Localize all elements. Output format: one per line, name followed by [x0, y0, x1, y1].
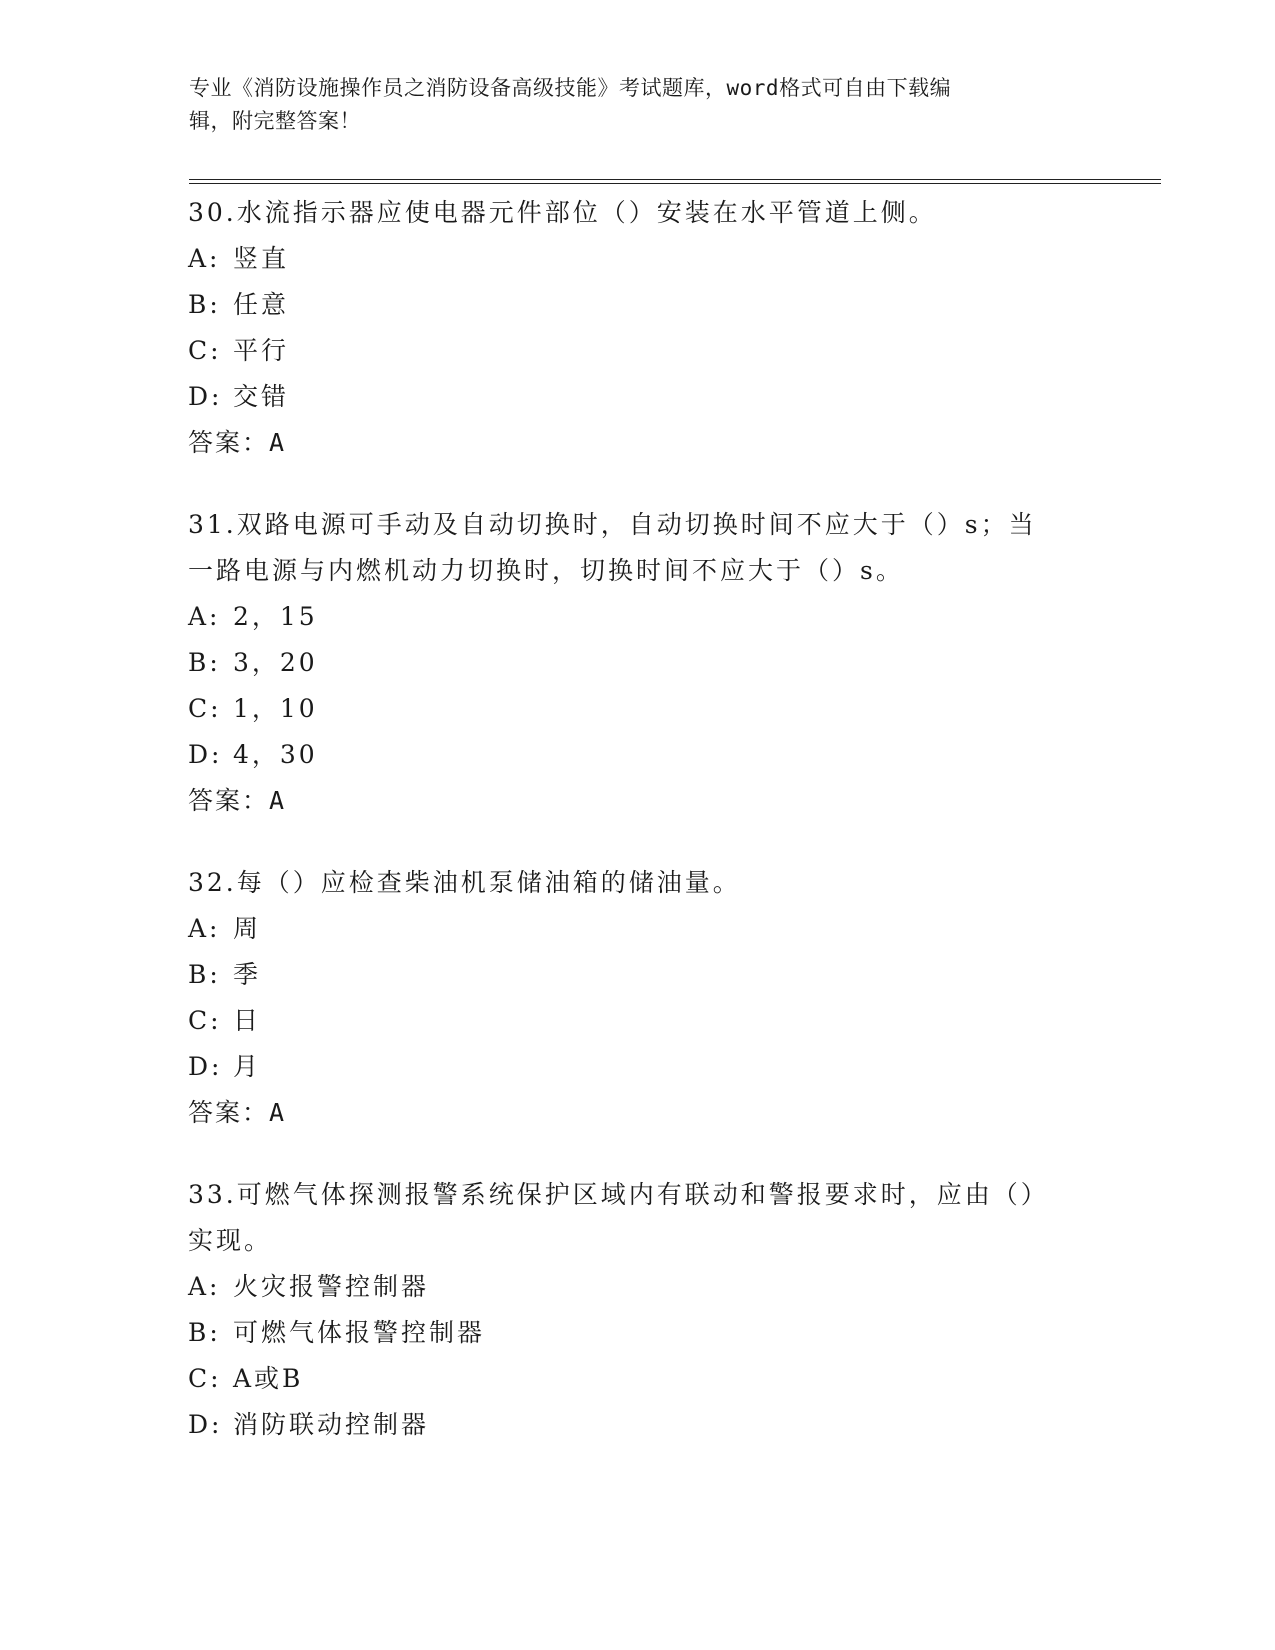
answer-line [188, 420, 1088, 466]
answer-value: A [269, 428, 287, 457]
answer-label: 答案： [188, 786, 270, 815]
option-key: A: [188, 914, 221, 943]
option-a [188, 594, 1088, 640]
option-text: 月 [233, 1052, 262, 1081]
answer-value: A [269, 786, 287, 815]
option-c [188, 328, 1088, 374]
option-key: A: [188, 1272, 221, 1301]
option-a [188, 906, 1088, 952]
option-text: 季 [233, 960, 262, 989]
option-c [188, 686, 1088, 732]
document-header [189, 72, 1089, 138]
option-text: 1，10 [233, 694, 318, 723]
answer-line [188, 778, 1088, 824]
option-key: A: [188, 244, 221, 273]
question-item [188, 1172, 1088, 1448]
answer-value: A [269, 1098, 287, 1127]
question-item [188, 190, 1088, 466]
option-key: B: [188, 960, 221, 989]
question-text-line-2: 实现。 [188, 1226, 273, 1255]
option-text: 任意 [233, 290, 290, 319]
option-b [188, 1310, 1088, 1356]
option-text: A或B [233, 1364, 304, 1393]
option-key: B: [188, 648, 221, 677]
answer-label: 答案： [188, 1098, 270, 1127]
option-d [188, 732, 1088, 778]
option-key: C: [188, 336, 222, 365]
option-key: B: [188, 1318, 221, 1347]
option-text: 日 [233, 1006, 262, 1035]
option-key: C: [188, 694, 222, 723]
option-d [188, 1402, 1088, 1448]
question-list [188, 190, 1088, 1484]
option-text: 周 [233, 914, 262, 943]
option-key: D: [188, 1052, 223, 1081]
header-line-2: 辑，附完整答案！ [189, 109, 361, 133]
option-text: 3，20 [233, 648, 318, 677]
header-line-1: 专业《消防设施操作员之消防设备高级技能》考试题库，word格式可自由下载编 [189, 76, 952, 100]
question-text: 32.每（）应检查柴油机泵储油箱的储油量。 [188, 868, 741, 897]
header-divider-bottom [189, 183, 1161, 184]
question-item [188, 860, 1088, 1136]
option-key: B: [188, 290, 221, 319]
answer-line [188, 1090, 1088, 1136]
option-c [188, 1356, 1088, 1402]
option-key: C: [188, 1364, 222, 1393]
option-d [188, 374, 1088, 420]
option-a [188, 236, 1088, 282]
option-b [188, 952, 1088, 998]
question-text-line-2: 一路电源与内燃机动力切换时，切换时间不应大于（）s。 [188, 556, 904, 585]
option-text: 平行 [233, 336, 290, 365]
option-text: 火灾报警控制器 [233, 1272, 430, 1301]
option-text: 4，30 [233, 740, 318, 769]
option-key: D: [188, 740, 223, 769]
option-text: 可燃气体报警控制器 [233, 1318, 486, 1347]
option-text: 交错 [233, 382, 290, 411]
question-text-line-1: 31.双路电源可手动及自动切换时，自动切换时间不应大于（）s；当 [188, 510, 1037, 539]
question-text: 30.水流指示器应使电器元件部位（）安装在水平管道上侧。 [188, 198, 937, 227]
option-key: D: [188, 1410, 223, 1439]
option-b [188, 640, 1088, 686]
option-text: 2，15 [233, 602, 318, 631]
option-a [188, 1264, 1088, 1310]
option-text: 竖直 [233, 244, 290, 273]
question-item [188, 502, 1088, 824]
option-key: A: [188, 602, 221, 631]
option-b [188, 282, 1088, 328]
header-divider-top [189, 179, 1161, 180]
option-text: 消防联动控制器 [233, 1410, 430, 1439]
option-c [188, 998, 1088, 1044]
option-key: C: [188, 1006, 222, 1035]
option-key: D: [188, 382, 223, 411]
option-d [188, 1044, 1088, 1090]
question-text-line-1: 33.可燃气体探测报警系统保护区域内有联动和警报要求时，应由（） [188, 1180, 1049, 1209]
answer-label: 答案： [188, 428, 270, 457]
